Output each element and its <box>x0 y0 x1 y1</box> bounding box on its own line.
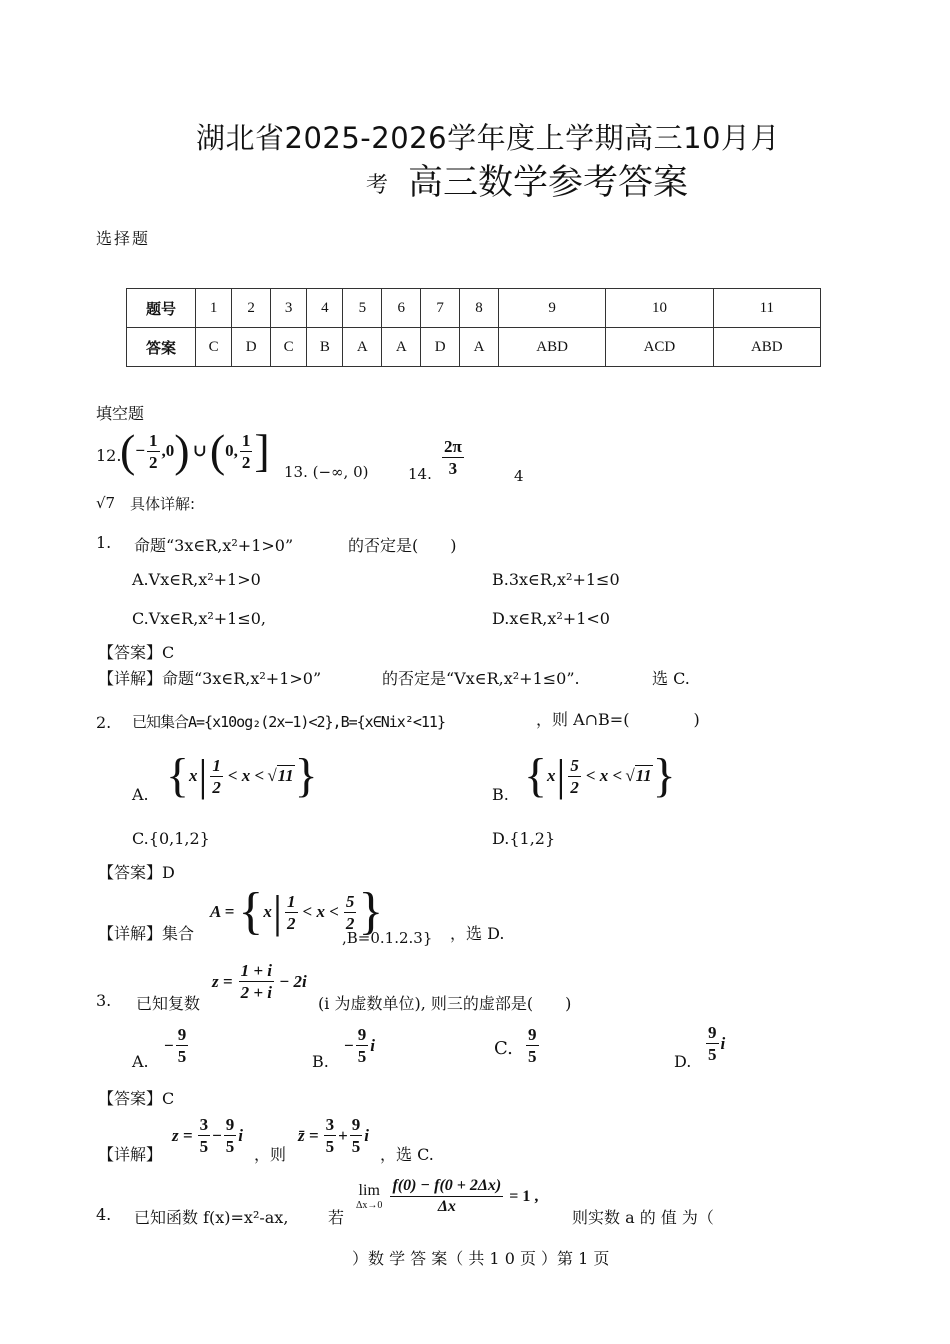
q3-detail-end: ，选 C. <box>380 1145 434 1164</box>
table-cell-number: 11 <box>713 289 820 328</box>
table-cell-answer: D <box>232 328 271 367</box>
q3-z: z = <box>212 971 233 991</box>
q4-limit-expr <box>356 1178 538 1215</box>
q3a-den: 5 <box>177 1047 187 1066</box>
q3-num: 1 + i <box>240 961 272 980</box>
q3-option-c-label: C. <box>494 1038 513 1059</box>
q12-label: 12. <box>96 446 122 465</box>
q4-stem: 已知函数 f(x)=x²-ax, <box>134 1208 289 1227</box>
table-cell-number: 3 <box>271 289 307 328</box>
q2-option-b-expr: { x | $\frac{5}{2}$ < x < √11 } <box>524 749 676 802</box>
q3b-den: 5 <box>357 1047 367 1066</box>
q12-num1: 1 <box>149 430 158 450</box>
table-cell-answer: A <box>382 328 421 367</box>
q14-label: 14. <box>408 465 432 483</box>
q1-stem-tail: 的否定是( ) <box>348 536 457 555</box>
q3-option-a <box>164 1026 190 1065</box>
table-cell-answer: A <box>343 328 382 367</box>
q3-option-d-label: D. <box>674 1052 692 1071</box>
q2d-num1: 1 <box>287 891 296 911</box>
page-title-line2-small: 考 <box>366 173 389 198</box>
q2d-A: A = <box>210 902 235 921</box>
q2b-lt: < x < <box>585 766 623 785</box>
q3d-n4: 9 <box>351 1115 361 1134</box>
q2d-x: x <box>263 902 272 921</box>
q1-number: 1. <box>96 533 112 552</box>
q3d-i2: i <box>364 1125 369 1145</box>
answer-table <box>126 288 821 367</box>
table-cell-answer: C <box>271 328 307 367</box>
q3d-num: 9 <box>708 1023 717 1042</box>
q1-option-a: A.Vx∈R,x²+1>0 <box>132 570 261 589</box>
q12-den1: 2 <box>149 452 158 472</box>
q2a-num: 1 <box>212 755 221 775</box>
q4-lim-eq: = 1 , <box>509 1187 539 1205</box>
q2-option-a-expr: { x | $\frac{1}{2}$ < x < √11 } <box>166 749 318 802</box>
q2-detail-expr: A = { x | $\frac{1}{2}$ < x < $\frac{5}{2}$ } <box>210 883 384 940</box>
table-cell-number: 10 <box>606 289 713 328</box>
q2b-rad: 11 <box>635 766 652 785</box>
page-title-line1: 湖北省2025-2026学年度上学期高三10月月 <box>196 121 780 155</box>
q12-den2: 2 <box>241 452 251 472</box>
q2-detail-label: 【详解】集合 <box>98 924 195 943</box>
q4-stem-if: 若 <box>328 1208 345 1227</box>
q3b-num: 9 <box>357 1025 367 1044</box>
q3d-z: z = <box>172 1125 193 1145</box>
q3-option-b-label: B. <box>312 1052 329 1071</box>
table-cell-number: 8 <box>460 289 499 328</box>
page-title-line2: 高三数学参考答案 <box>408 163 689 203</box>
q3b-i: i <box>370 1035 375 1055</box>
table-header-answer: 答案 <box>127 328 196 367</box>
q3d-i1: i <box>238 1125 243 1145</box>
q2a-den: 2 <box>212 777 221 797</box>
q3d-d1: 5 <box>199 1137 209 1156</box>
q3c-den: 5 <box>528 1047 537 1066</box>
q3a-num: 9 <box>177 1025 187 1044</box>
q2-detail-end: ，选 D. <box>450 924 505 943</box>
table-cell-answer: B <box>307 328 343 367</box>
q2d-den2: 2 <box>345 913 355 933</box>
q3-option-c <box>524 1026 541 1065</box>
q1-option-d: D.x∈R,x²+1<0 <box>492 609 610 628</box>
q3-option-b <box>344 1026 375 1065</box>
details-label: 具体详解: <box>130 495 196 513</box>
q1-detail-end: 选 C. <box>652 669 690 688</box>
q3d-plus: + <box>338 1125 348 1145</box>
q3-tail: − 2i <box>278 971 307 991</box>
table-cell-number: 4 <box>307 289 343 328</box>
q2b-x: x <box>547 766 556 785</box>
table-cell-answer: ACD <box>606 328 713 367</box>
q3-stem-expr <box>212 962 307 1001</box>
q3b-sign: − <box>344 1035 354 1055</box>
table-cell-answer: D <box>421 328 460 367</box>
table-cell-answer: C <box>196 328 232 367</box>
q12-minus: − <box>135 441 146 460</box>
q4-lim-den: Δx <box>437 1198 456 1215</box>
q2d-num2: 5 <box>345 891 355 911</box>
table-row-answers <box>127 328 821 367</box>
q4-lim: lim <box>358 1182 380 1200</box>
q2-detail-b: ,B=0.1.2.3} <box>342 929 433 947</box>
q3d-d2: 5 <box>225 1137 235 1156</box>
q15-sqrt: √7 <box>96 494 116 512</box>
q3a-sign: − <box>164 1035 174 1055</box>
table-cell-number: 6 <box>382 289 421 328</box>
q3-answer: 【答案】C <box>98 1089 175 1108</box>
q1-stem: 命题“3x∈R,x²+1>0” <box>134 536 294 555</box>
q2-answer: 【答案】D <box>98 863 175 882</box>
q14-num: 2π <box>444 437 462 456</box>
table-cell-answer: A <box>460 328 499 367</box>
q12-interval: ( − $\frac{1}{2}$ ,0 ) ∪ ( 0, $\frac{1}{2}$ ] <box>120 425 270 476</box>
q2a-rad: 11 <box>277 766 294 785</box>
q2b-num: 5 <box>570 755 579 775</box>
q4-lim-num: f(0) − f(0 + 2Δx) <box>390 1178 503 1197</box>
q15-answer: 4 <box>514 467 524 485</box>
q3d-zbar: z̄ = <box>298 1125 319 1145</box>
q3d-i: i <box>720 1033 726 1053</box>
q3-number: 3. <box>96 991 112 1010</box>
q3-detail-sep: ，则 <box>254 1145 287 1164</box>
q4-lim-sub: Δx→0 <box>356 1199 383 1211</box>
q2d-lt: < x < <box>302 902 339 921</box>
q14-den: 3 <box>448 459 458 478</box>
q3-option-a-label: A. <box>132 1052 149 1071</box>
q3d-den: 5 <box>708 1045 717 1064</box>
q3-detail-z <box>172 1116 243 1155</box>
q1-detail-mid: 的否定是“Vx∈R,x²+1≤0”. <box>382 669 580 688</box>
table-cell-answer: ABD <box>713 328 820 367</box>
q3-stem-tail: (i 为虚数单位), 则三的虚部是( ) <box>318 994 572 1013</box>
page-footer: ）数 学 答 案（ 共 1 0 页 ）第 1 页 <box>352 1249 610 1268</box>
table-cell-answer: ABD <box>498 328 605 367</box>
q3-den: 2 + i <box>240 983 272 1002</box>
section-fill: 填空题 <box>96 404 145 423</box>
table-cell-number: 1 <box>196 289 232 328</box>
q2-option-c: C.{0,1,2} <box>132 829 210 848</box>
q12-num2: 1 <box>241 430 251 450</box>
q1-option-c: C.Vx∈R,x²+1≤0, <box>132 609 267 628</box>
q3-detail-label: 【详解】 <box>98 1145 163 1164</box>
table-cell-number: 9 <box>498 289 605 328</box>
table-cell-number: 7 <box>421 289 460 328</box>
q2-stem: 已知集合A={x10og₂(2x−1)<2},B={x∈Nix²<11} <box>132 713 445 731</box>
table-row-numbers <box>127 289 821 328</box>
table-cell-number: 5 <box>343 289 382 328</box>
section-choice: 选择题 <box>96 229 151 248</box>
q13-answer: 13. (−∞, 0) <box>284 463 369 481</box>
q4-number: 4. <box>96 1205 112 1224</box>
q4-stem-tail: 则实数 a 的 值 为（ <box>572 1208 714 1227</box>
q3c-num: 9 <box>528 1025 537 1044</box>
q2-option-d: D.{1,2} <box>492 829 556 848</box>
q2-stem-tail: ，则 A∩B=( ) <box>536 710 700 729</box>
q2-option-b-label: B. <box>492 785 509 804</box>
q3d-n3: 3 <box>325 1115 335 1134</box>
q2-option-a-label: A. <box>132 785 149 804</box>
q3-stem: 已知复数 <box>136 994 201 1013</box>
q3d-d3: 5 <box>325 1137 335 1156</box>
q2a-lt: < x < <box>227 766 265 785</box>
q12-zero: ,0 <box>161 441 175 460</box>
q12-zero2: 0, <box>225 441 238 460</box>
q1-detail: 【详解】命题“3x∈R,x²+1>0” <box>98 669 322 688</box>
q3-detail-zbar <box>298 1116 369 1155</box>
q2a-x: x <box>189 766 198 785</box>
q14-answer <box>440 438 466 477</box>
q1-option-b: B.3x∈R,x²+1≤0 <box>492 570 620 589</box>
q3d-d4: 5 <box>351 1137 361 1156</box>
table-cell-number: 2 <box>232 289 271 328</box>
table-header-number: 题号 <box>127 289 196 328</box>
q2d-den1: 2 <box>287 913 296 933</box>
q3d-n1: 3 <box>199 1115 209 1134</box>
q12-union: ∪ <box>192 441 207 460</box>
q3d-n2: 9 <box>225 1115 235 1134</box>
q3d-minus: − <box>212 1125 222 1145</box>
q3-option-d <box>704 1024 725 1063</box>
q2b-den: 2 <box>570 777 579 797</box>
q1-answer: 【答案】C <box>98 643 175 662</box>
q2-number: 2. <box>96 713 112 732</box>
